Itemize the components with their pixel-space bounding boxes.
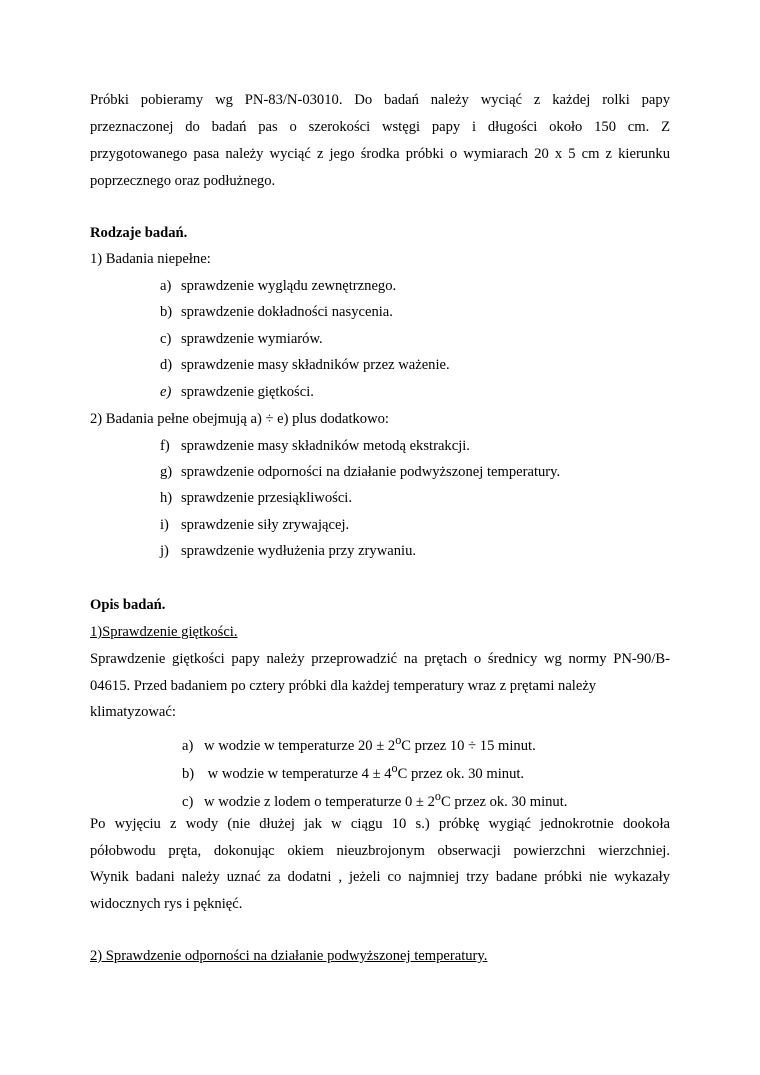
condition-item xyxy=(182,731,536,755)
section-1-para2-line-2: półobwodu pręta, dokonując okiem nieuzbrojonym obserwacji powierzchni wierzchniej. xyxy=(90,843,670,859)
list-item xyxy=(160,516,349,534)
intro-line-4: poprzecznego oraz podłużnego. xyxy=(90,173,276,189)
list-marker: a) xyxy=(160,278,172,294)
list-item-text: sprawdzenie siły zrywającej. xyxy=(181,517,350,533)
section-1-title: 1)Sprawdzenie giętkości. xyxy=(90,624,238,640)
condition-item xyxy=(182,759,524,783)
condition-text: w wodzie z lodem o temperaturze 0 ± 2 xyxy=(204,793,435,810)
list-item xyxy=(160,383,314,401)
list-marker: h) xyxy=(160,490,173,506)
list-item-text: sprawdzenie masy składników przez ważenie. xyxy=(181,357,450,373)
section-1-para1-line-3: klimatyzować: xyxy=(90,704,176,720)
list-marker: j) xyxy=(160,543,169,559)
list-item-text: sprawdzenie przesiąkliwości. xyxy=(181,490,353,506)
intro-line-1: Próbki pobieramy wg PN-83/N-03010. Do badań należy wyciąć z każdej rolki papy xyxy=(90,92,670,108)
list-item xyxy=(160,356,450,374)
degree-symbol: o xyxy=(395,733,402,747)
list-marker: d) xyxy=(160,357,173,373)
condition-text: w wodzie w temperaturze 4 ± 4 xyxy=(204,765,392,782)
condition-marker: b) xyxy=(182,765,195,782)
condition-text: w wodzie w temperaturze 20 ± 2 xyxy=(204,737,396,754)
list-item-text: sprawdzenie dokładności nasycenia. xyxy=(181,304,393,320)
section-2-title: 2) Sprawdzenie odporności na działanie podwyższonej temperatury. xyxy=(90,948,488,964)
list-item xyxy=(160,489,352,507)
list-marker: g) xyxy=(160,464,173,480)
condition-text: C przez 10 ÷ 15 minut. xyxy=(401,737,536,754)
types-heading: Rodzaje badań. xyxy=(90,225,188,241)
list-marker: b) xyxy=(160,304,173,320)
list-item-text: sprawdzenie wydłużenia przy zrywaniu. xyxy=(181,543,417,559)
condition-marker: c) xyxy=(182,793,194,810)
condition-text: C przez ok. 30 minut. xyxy=(440,793,568,810)
section-1-para1-line-1: Sprawdzenie giętkości papy należy przeprowadzić na prętach o średnicy wg normy PN-90/B- xyxy=(90,651,670,667)
list-item-text: sprawdzenie odporności na działanie podwyższonej temperatury. xyxy=(181,464,561,480)
list-item xyxy=(160,330,323,348)
condition-item xyxy=(182,787,567,811)
list-marker: f) xyxy=(160,438,170,454)
list-item-text: sprawdzenie giętkości. xyxy=(181,384,314,400)
section-1-para2-line-1: Po wyjęciu z wody (nie dłużej jak w ciągu 10 s.) próbkę wygiąć jednokrotnie dookoła xyxy=(90,816,670,832)
section-1-para1-line-2: 04615. Przed badaniem po cztery próbki dla każdej temperatury wraz z prętami należy xyxy=(90,678,597,694)
degree-symbol: o xyxy=(434,789,441,803)
list-item xyxy=(160,542,416,560)
condition-marker: a) xyxy=(182,737,194,754)
list-marker: e) xyxy=(160,384,172,400)
full-tests-label: 2) Badania pełne obejmują a) ÷ e) plus dodatkowo: xyxy=(90,411,389,427)
list-item-text: sprawdzenie masy składników metodą ekstrakcji. xyxy=(181,438,470,454)
intro-line-2: przeznaczonej do badań pas o szerokości wstęgi papy i długości około 150 cm. Z xyxy=(90,119,670,135)
degree-symbol: o xyxy=(391,761,398,775)
description-heading: Opis badań. xyxy=(90,597,166,613)
list-item xyxy=(160,303,393,321)
section-1-para2-line-4: widocznych rys i pęknięć. xyxy=(90,896,243,912)
list-marker: c) xyxy=(160,331,172,347)
list-item xyxy=(160,437,470,455)
condition-text: C przez ok. 30 minut. xyxy=(397,765,525,782)
intro-line-3: przygotowanego pasa należy wyciąć z jego środka próbki o wymiarach 20 x 5 cm z kierunku xyxy=(90,146,670,162)
list-item-text: sprawdzenie wyglądu zewnętrznego. xyxy=(181,278,397,294)
list-item xyxy=(160,277,396,295)
list-item-text: sprawdzenie wymiarów. xyxy=(181,331,323,347)
section-1-para2-line-3: Wynik badani należy uznać za dodatni , jeżeli co najmniej trzy badane próbki nie wykazały xyxy=(90,869,670,885)
partial-tests-label: 1) Badania niepełne: xyxy=(90,251,211,267)
list-item xyxy=(160,463,560,481)
list-marker: i) xyxy=(160,517,169,533)
